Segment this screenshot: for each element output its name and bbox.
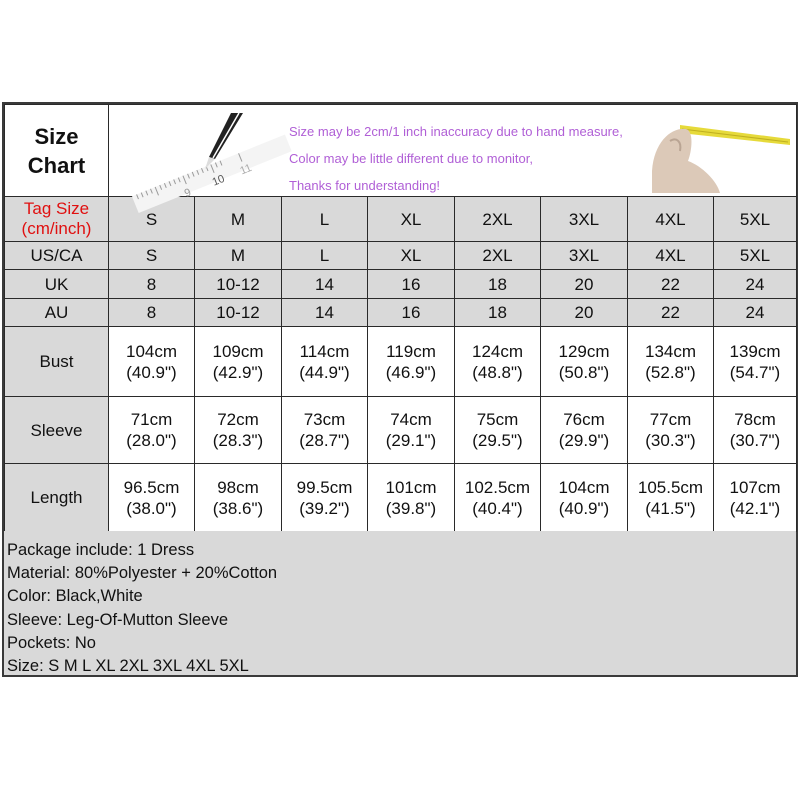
table-cell: 22 — [628, 270, 714, 299]
size-header: S — [109, 197, 195, 242]
size-header: 4XL — [628, 197, 714, 242]
table-cell: 18 — [455, 270, 541, 299]
table-cell — [368, 327, 455, 397]
inch-value: (28.0") — [126, 431, 177, 450]
detail-package: Package include: 1 Dress — [7, 541, 195, 559]
table-cell — [109, 327, 195, 397]
detail-pockets: Pockets: No — [7, 633, 96, 652]
table-cell — [368, 397, 455, 464]
tag-size-header — [5, 197, 109, 242]
inch-value: (38.0") — [126, 498, 177, 518]
cm-value: 114cm — [299, 341, 350, 361]
size-header: M — [195, 197, 282, 242]
cm-value: 101cm — [385, 477, 437, 497]
cm-value: 104cm — [125, 341, 178, 361]
cm-value: 139cm — [729, 341, 781, 361]
size-header: 5XL — [714, 197, 797, 242]
inch-value: (40.9") — [126, 362, 177, 382]
table-cell: M — [195, 242, 282, 270]
table-cell — [195, 397, 282, 464]
cm-value: 75cm — [476, 410, 519, 429]
inch-value: (29.1") — [385, 431, 437, 450]
inch-value: (40.9") — [558, 498, 610, 518]
inch-value: (30.7") — [729, 431, 781, 450]
inch-value: (39.2") — [299, 498, 350, 518]
detail-sizes: Size: S M L XL 2XL 3XL 4XL 5XL — [7, 657, 249, 676]
svg-text:11: 11 — [238, 161, 254, 178]
title-line-2: Chart — [27, 152, 86, 178]
row-label: US/CA — [5, 242, 109, 270]
cm-value: 98cm — [217, 477, 259, 497]
table-cell: 16 — [368, 270, 455, 299]
table-cell — [541, 327, 628, 397]
table-cell: 16 — [368, 299, 455, 327]
svg-text:10: 10 — [210, 172, 227, 189]
cm-value: 73cm — [303, 410, 346, 429]
inch-value: (42.9") — [212, 362, 264, 382]
row-label: Bust — [5, 327, 109, 397]
table-cell — [109, 397, 195, 464]
size-chart — [2, 102, 798, 677]
table-cell: 8 — [109, 270, 195, 299]
disclaimer-banner — [109, 105, 797, 200]
table-cell: 14 — [282, 270, 368, 299]
disclaimer-text — [289, 118, 623, 199]
table-cell — [628, 464, 714, 532]
product-details — [4, 531, 796, 675]
table-cell: 4XL — [628, 242, 714, 270]
table-cell — [714, 464, 797, 532]
cm-value: 99.5cm — [296, 477, 353, 497]
inch-value: (29.9") — [558, 431, 610, 450]
row-label: Sleeve — [5, 397, 109, 464]
table-cell — [109, 464, 195, 532]
table-cell — [628, 397, 714, 464]
measurement-row-length — [5, 464, 797, 532]
table-cell: 20 — [541, 299, 628, 327]
table-cell — [282, 397, 368, 464]
table-cell — [455, 397, 541, 464]
inch-value: (41.5") — [645, 498, 696, 518]
size-header: XL — [368, 197, 455, 242]
inch-value: (28.7") — [299, 431, 350, 450]
table-cell — [541, 464, 628, 532]
inch-value: (28.3") — [212, 431, 264, 450]
table-cell: 10-12 — [195, 270, 282, 299]
inch-value: (50.8") — [558, 362, 610, 382]
cm-value: 134cm — [644, 341, 697, 361]
table-cell — [628, 327, 714, 397]
inch-value: (44.9") — [299, 362, 350, 382]
table-cell: 20 — [541, 270, 628, 299]
table-cell — [714, 397, 797, 464]
inch-value: (46.9") — [385, 362, 437, 382]
pencil-ruler-image — [123, 111, 293, 200]
table-cell — [455, 327, 541, 397]
table-cell: 8 — [109, 299, 195, 327]
row-label: AU — [5, 299, 109, 327]
cm-value: 119cm — [386, 341, 436, 361]
cm-value: 72cm — [217, 410, 259, 429]
table-cell — [455, 464, 541, 532]
table-cell: 3XL — [541, 242, 628, 270]
inch-value: (38.6") — [212, 498, 264, 518]
size-header: 3XL — [541, 197, 628, 242]
detail-sleeve: Sleeve: Leg-Of-Mutton Sleeve — [7, 610, 229, 629]
table-cell: L — [282, 242, 368, 270]
table-cell — [282, 327, 368, 397]
measurement-row-bust — [5, 327, 797, 397]
inch-value: (42.1") — [729, 498, 781, 518]
inch-value: (39.8") — [385, 498, 437, 518]
table-cell: 22 — [628, 299, 714, 327]
table-cell: 24 — [714, 270, 797, 299]
table-cell — [368, 464, 455, 532]
inch-value: (54.7") — [729, 362, 781, 382]
disclaimer-line: Color may be little different due to monitor, — [289, 151, 533, 166]
table-cell — [541, 397, 628, 464]
hand-measuring-tape-image — [632, 111, 792, 193]
title-line-1: Size — [34, 123, 79, 149]
disclaimer-line: Size may be 2cm/1 inch inaccuracy due to hand measure, — [289, 124, 623, 139]
table-cell: 14 — [282, 299, 368, 327]
table-cell: 5XL — [714, 242, 797, 270]
table-cell — [714, 327, 797, 397]
detail-material: Material: 80%Polyester + 20%Cotton — [7, 564, 278, 583]
table-cell: XL — [368, 242, 455, 270]
cm-value: 129cm — [558, 341, 610, 361]
detail-color: Color: Black,White — [7, 587, 143, 606]
size-header: 2XL — [455, 197, 541, 242]
table-cell: 18 — [455, 299, 541, 327]
inch-value: (30.3") — [645, 431, 696, 450]
cm-value: 74cm — [390, 410, 432, 429]
inch-value: (48.8") — [472, 362, 523, 382]
inch-value: (29.5") — [472, 431, 523, 450]
cm-value: 77cm — [649, 410, 692, 429]
table-row — [5, 270, 797, 299]
cm-value: 102.5cm — [464, 477, 531, 497]
size-table — [4, 104, 797, 532]
table-cell: 24 — [714, 299, 797, 327]
table-cell — [282, 464, 368, 532]
cm-value: 107cm — [729, 477, 781, 497]
cm-value: 96.5cm — [123, 477, 180, 497]
cm-value: 104cm — [558, 477, 610, 497]
inch-value: (52.8") — [645, 362, 696, 382]
inch-value: (40.4") — [472, 498, 523, 518]
size-header: L — [282, 197, 368, 242]
measurement-row-sleeve — [5, 397, 797, 464]
cm-value: 76cm — [563, 410, 605, 429]
cm-value: 78cm — [734, 410, 776, 429]
chart-title — [5, 105, 109, 197]
table-row — [5, 242, 797, 270]
table-cell — [195, 327, 282, 397]
cm-value: 105.5cm — [637, 477, 704, 497]
tag-size-unit: (cm/inch) — [21, 219, 92, 238]
cm-value: 71cm — [130, 410, 173, 429]
table-cell: 10-12 — [195, 299, 282, 327]
table-cell: 2XL — [455, 242, 541, 270]
svg-text:9: 9 — [182, 186, 193, 200]
table-row — [5, 299, 797, 327]
cm-value: 124cm — [471, 341, 524, 361]
tag-size-label: Tag Size — [23, 199, 90, 218]
row-label: Length — [5, 464, 109, 532]
row-label: UK — [5, 270, 109, 299]
table-cell — [195, 464, 282, 532]
cm-value: 109cm — [212, 341, 264, 361]
table-cell: S — [109, 242, 195, 270]
disclaimer-line: Thanks for understanding! — [289, 178, 441, 193]
